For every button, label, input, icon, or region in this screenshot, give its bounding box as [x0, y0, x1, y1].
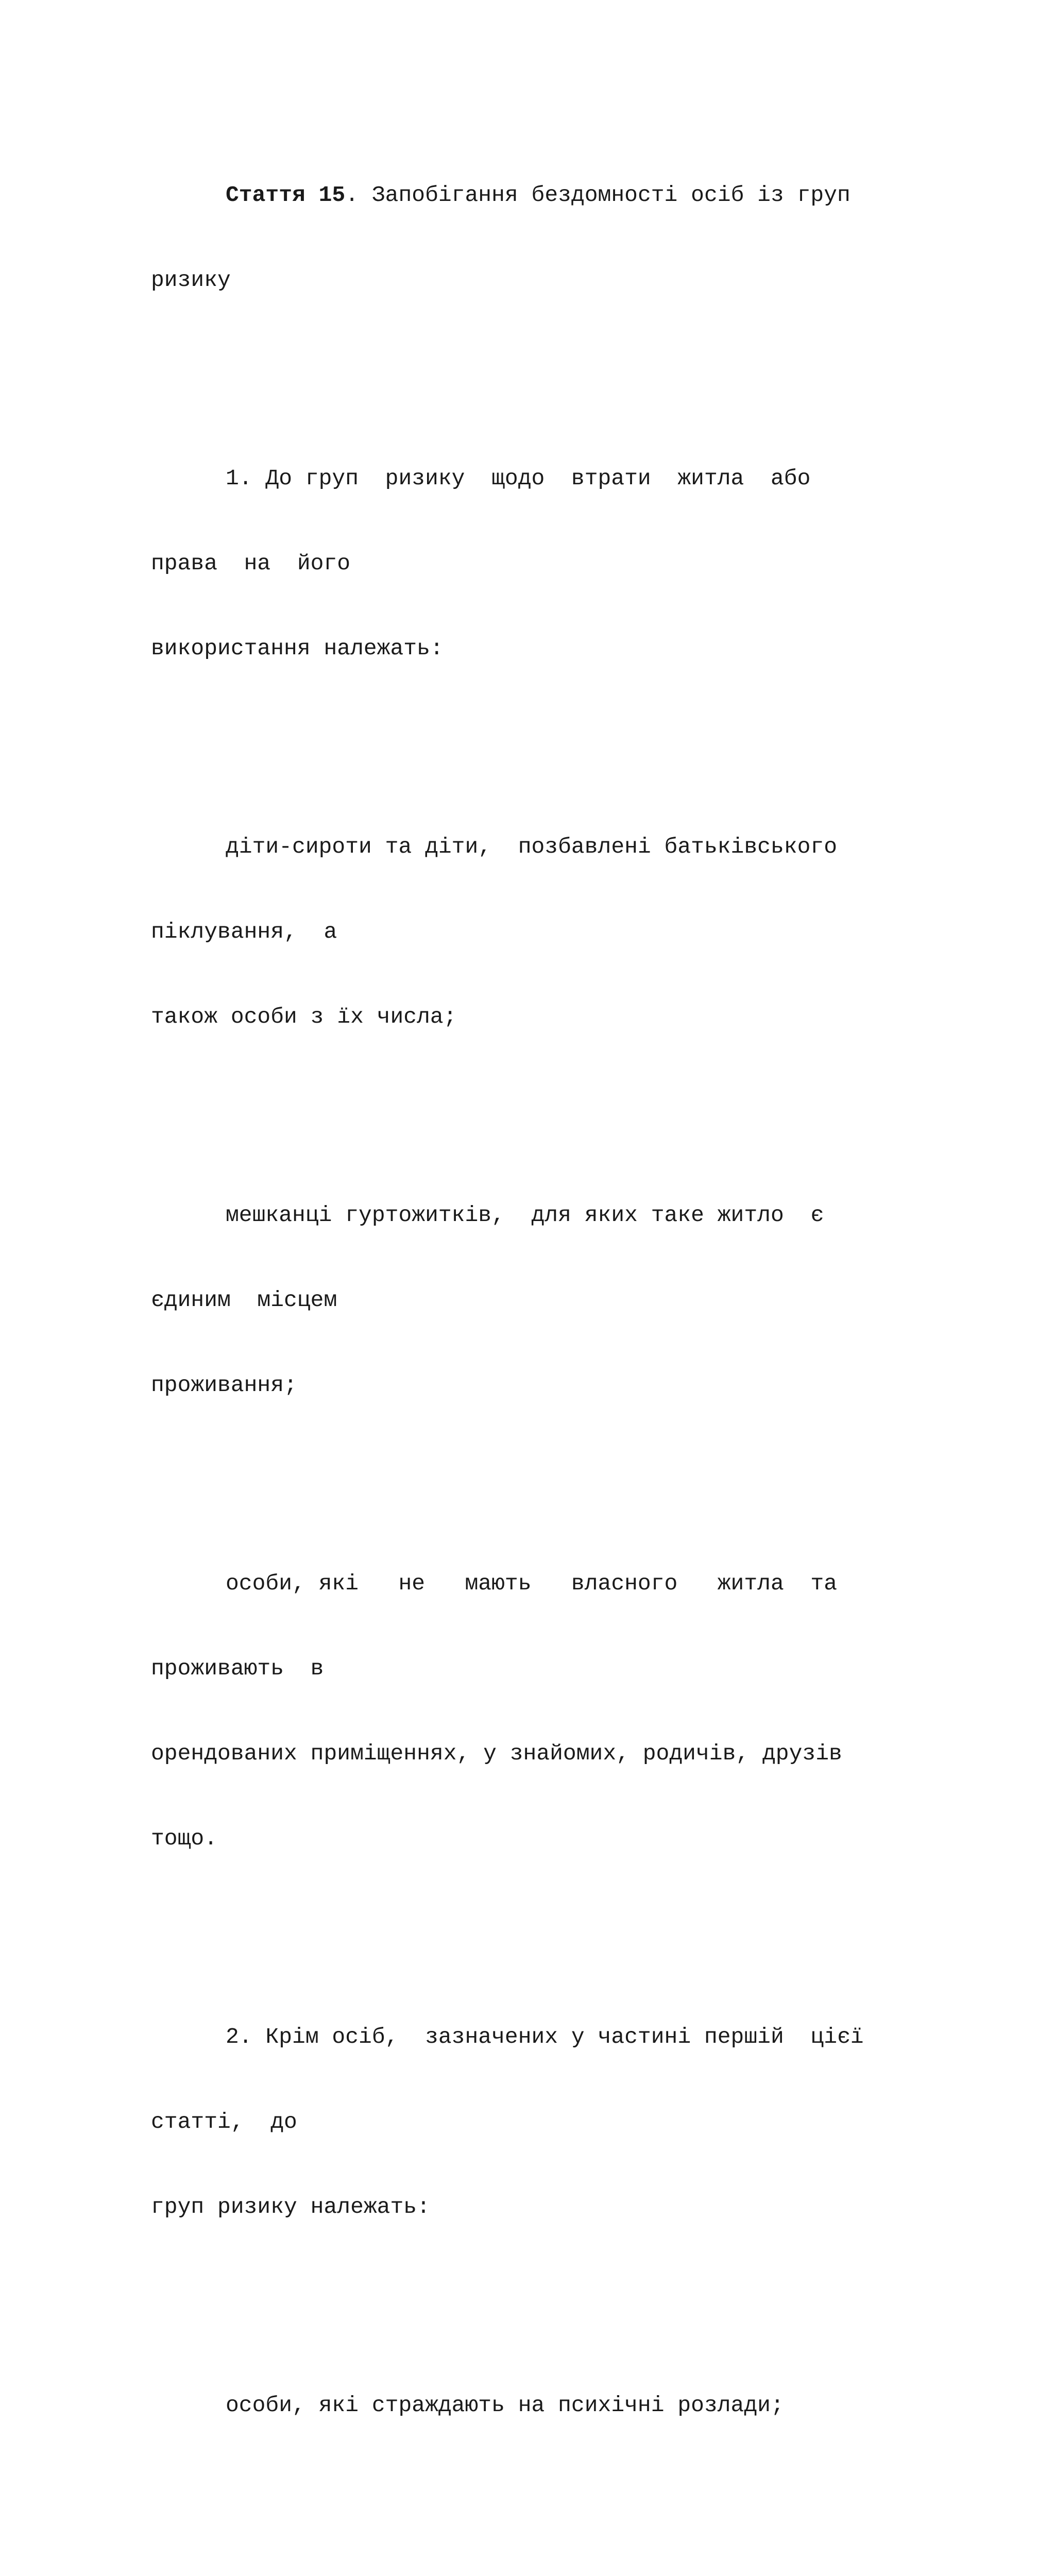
paragraph-line: також особи з їх числа;: [151, 1004, 457, 1029]
paragraph-line: проживають в: [151, 1656, 324, 1681]
spacer: [151, 1456, 1027, 1484]
spacer: [151, 1909, 1027, 1938]
paragraph-line: груп ризику належать:: [151, 2194, 430, 2219]
paragraph-line: орендованих приміщеннях, у знайомих, родичів, друзів: [151, 1741, 842, 1766]
paragraph-line: особи, які страждають на психічні розлади;: [226, 2393, 784, 2418]
paragraph-line: особи, які не мають власного житла та: [226, 1571, 837, 1596]
paragraph-line: статті, до: [151, 2109, 297, 2134]
article-title: . Запобігання бездомності осіб із груп: [345, 182, 850, 208]
spacer: [151, 2278, 1027, 2306]
paragraph-line: 2. Крім осіб, зазначених у частині першій цієї: [226, 2024, 864, 2049]
spacer: [151, 351, 1027, 379]
paragraph-line: тощо.: [151, 1826, 218, 1851]
paragraph-line: використання належать:: [151, 636, 444, 661]
paragraph-line: 1. До груп ризику щодо втрати житла або: [226, 466, 811, 491]
paragraph-line: мешканці гуртожитків, для яких таке житло є: [226, 1202, 824, 1228]
article-text: [151, 96, 1027, 2576]
spacer: [151, 2476, 1027, 2504]
paragraph-line: діти-сироти та діти, позбавлені батьківського: [226, 834, 837, 859]
article-number: Стаття 15: [226, 182, 346, 208]
spacer: [151, 719, 1027, 748]
paragraph-line: єдиним місцем: [151, 1287, 337, 1313]
article-title-cont: ризику: [151, 267, 231, 293]
paragraph-line: проживання;: [151, 1372, 297, 1398]
article-heading: [151, 181, 1027, 209]
paragraph-line: піклування, а: [151, 919, 337, 944]
paragraph-line: права на його: [151, 551, 351, 576]
spacer: [151, 1088, 1027, 1116]
